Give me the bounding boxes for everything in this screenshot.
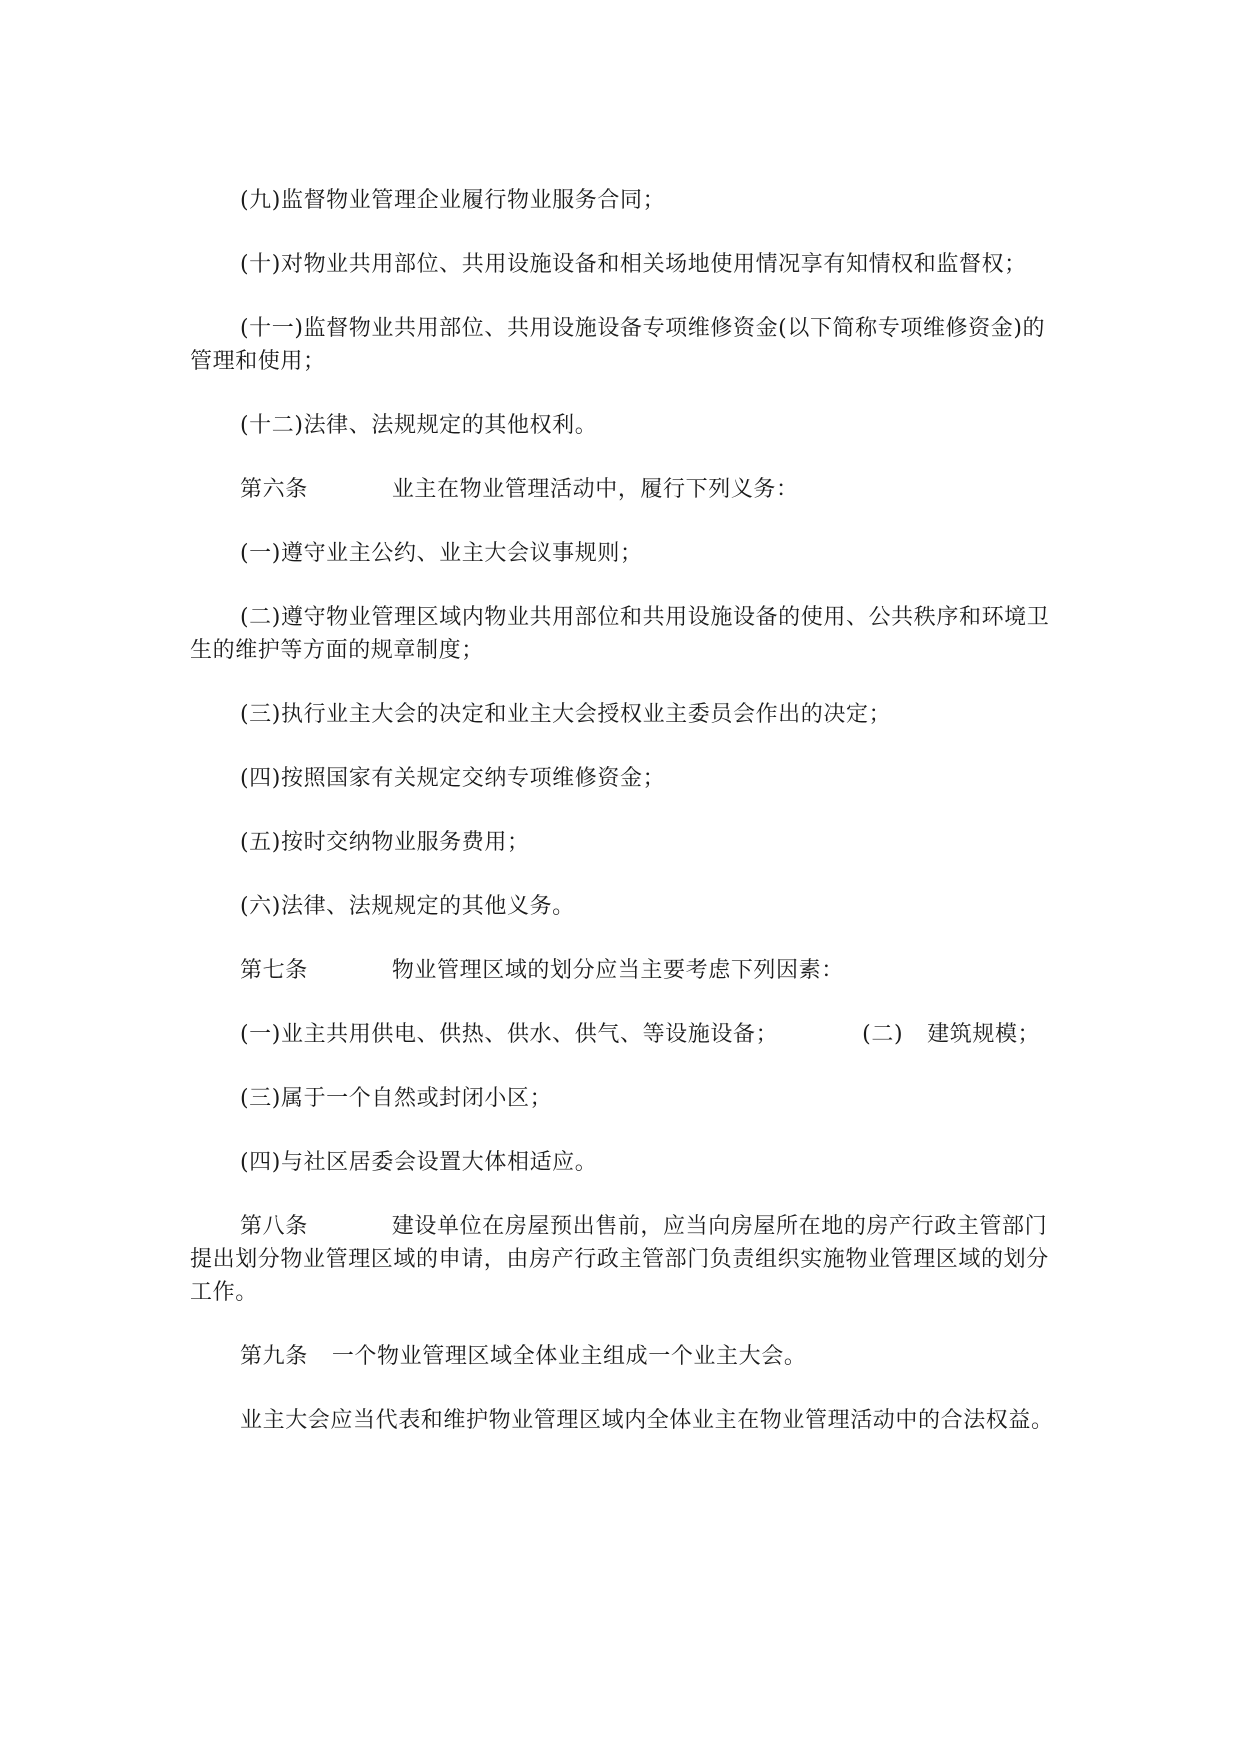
article-6 [190,473,1054,506]
factor-2-text: 建筑规模； [927,1022,1041,1047]
duty-1: (一)遵守业主公约、业主大会议事规则； [240,541,643,566]
article-9-number: 第九条 [240,1344,308,1369]
factor-4: (四)与社区居委会设置大体相适应。 [240,1150,598,1175]
article-9 [190,1340,1054,1373]
item-9-supervise-contract: (九)监督物业管理企业履行物业服务合同； [240,188,666,213]
factor-1-2 [190,1018,1054,1051]
article-9-text: 一个物业管理区域全体业主组成一个业主大会。 [331,1344,807,1369]
factor-1: (一)业主共用供电、供热、供水、供气、等设施设备； [240,1022,779,1047]
factor-2-label: (二) [862,1022,904,1047]
item-11-maintenance-fund: (十一)监督物业共用部位、共用设施设备专项维修资金(以下简称专项维修资金)的管理和使用； [190,316,1046,374]
duty-6: (六)法律、法规规定的其他义务。 [240,894,575,919]
article-8-text: 建设单位在房屋预出售前，应当向房屋所在地的房产行政主管部门提出划分物业管理区域的申请，由房产行政主管部门负责组织实施物业管理区域的划分工作。 [190,1214,1049,1305]
duty-4: (四)按照国家有关规定交纳专项维修资金； [240,766,666,791]
article-7-text: 物业管理区域的划分应当主要考虑下列因素： [391,958,844,983]
item-10-right-to-know: (十)对物业共用部位、共用设施设备和相关场地使用情况享有知情权和监督权； [240,252,1027,277]
item-12-other-rights: (十二)法律、法规规定的其他权利。 [240,413,598,438]
owners-assembly-role: 业主大会应当代表和维护物业管理区域内全体业主在物业管理活动中的合法权益。 [240,1408,1054,1433]
duty-2: (二)遵守物业管理区域内物业共用部位和共用设施设备的使用、公共秩序和环境卫生的维护等方面的规章制度； [190,605,1050,663]
factor-3: (三)属于一个自然或封闭小区； [240,1086,553,1111]
duty-5: (五)按时交纳物业服务费用； [240,830,530,855]
article-8 [190,1210,1054,1309]
article-7-number: 第七条 [240,958,308,983]
article-7 [190,954,1054,987]
duty-3: (三)执行业主大会的决定和业主大会授权业主委员会作出的决定； [240,702,892,727]
document-page [190,184,1054,1468]
article-8-number: 第八条 [240,1214,308,1239]
article-6-number: 第六条 [240,477,308,502]
article-6-text: 业主在物业管理活动中，履行下列义务： [391,477,799,502]
